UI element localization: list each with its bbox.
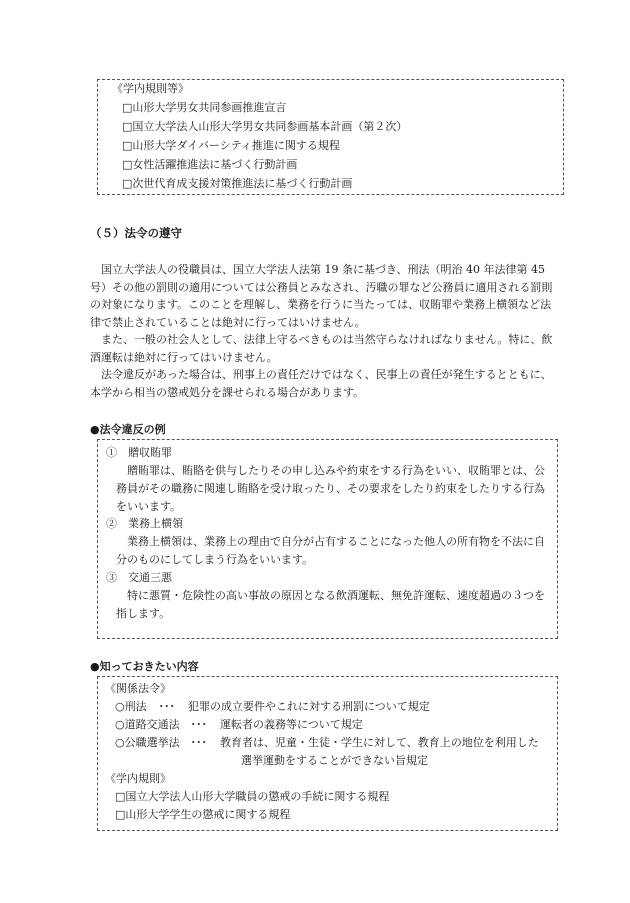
rule-item: □国立大学法人山形大学職員の懲戒の手続に関する規程 [115, 790, 390, 803]
violation-item-title: ① 贈収賄罪 [106, 446, 172, 459]
law-row [115, 734, 539, 751]
violation-item-title: ② 業務上横領 [106, 517, 183, 530]
law-row [115, 698, 430, 715]
top-box-item: □次世代育成支援対策推進法に基づく行動計画 [122, 177, 353, 190]
top-box-item: □山形大学ダイバーシティ推進に関する規程 [122, 139, 340, 152]
violation-item-body: 贈賄罪は、賄賂を供与したりその申し込みや約束をする行為をいい、収賄罪とは、公務員がその職務に関連し賄賂を受け取ったり、その要求をしたり約束をしたりする行為をいいます。 [116, 464, 545, 513]
violation-item-title: ③ 交通三悪 [106, 571, 172, 584]
law-name: ○刑法 [115, 700, 147, 713]
violation-item-body: 特に悪質・危険性の高い事故の原因となる飲酒運転、無免許運転、速度超過の３つを指します。 [116, 589, 545, 620]
law-description-continued: 選挙運動をすることができない旨規定 [241, 754, 428, 767]
violations-heading: ●法令違反の例 [90, 423, 166, 436]
paragraph: 法令違反があった場合は、刑事上の責任だけではなく、民事上の責任が発生するとともに、本学から相当の懲戒処分を課せられる場合があります。 [90, 368, 552, 399]
law-description: 犯罪の成立要件やこれに対する刑罰について規定 [188, 700, 430, 713]
rules-heading: 《学内規則》 [105, 772, 171, 785]
law-name: ○公職選挙法 [115, 736, 180, 749]
law-description: 運転者の義務等について規定 [220, 718, 363, 731]
section-body [90, 261, 554, 401]
law-name: ○道路交通法 [115, 718, 180, 731]
law-separator: ･･･ [158, 700, 175, 713]
violation-item-body: 業務上横領は、業務上の理由で自分が占有することになった他人の所有物を不法に自分のものにしてしまう行為をいいます。 [116, 535, 545, 566]
paragraph: また、一般の社会人として、法律上守るべきものは当然守らなければなりません。特に、飲酒運転は絶対に行ってはいけません。 [90, 333, 553, 364]
rule-item: □山形大学学生の懲戒に関する規程 [115, 808, 291, 821]
law-separator: ･･･ [190, 718, 207, 731]
law-description: 教育者は、児童・生徒・学生に対して、教育上の地位を利用した [220, 736, 539, 749]
law-separator: ･･･ [190, 736, 207, 749]
paragraph: 国立大学法人の役職員は、国立大学法人法第 19 条に基づき、刑法（明治 40 年法律第 45 号）その他の罰則の適用については公務員とみなされ、汚職の罪など公務員に適用される罰則の対象になります。このことを理解し、業務を行うに当たっては、収賄罪や業務上横領など法律で禁止されていることは絶対に行ってはいけません。 [90, 263, 553, 329]
top-box-item: □国立大学法人山形大学男女共同参画基本計画（第２次） [122, 120, 408, 133]
section-title: （５）法令の遵守 [90, 226, 182, 240]
law-row [115, 716, 363, 733]
top-box-heading: 《学内規則等》 [112, 82, 189, 95]
knowledge-heading: ●知っておきたい内容 [90, 660, 199, 673]
laws-heading: 《関係法令》 [105, 682, 171, 695]
top-box-item: □山形大学男女共同参画推進宣言 [122, 101, 287, 114]
top-box-item: □女性活躍推進法に基づく行動計画 [122, 158, 298, 171]
